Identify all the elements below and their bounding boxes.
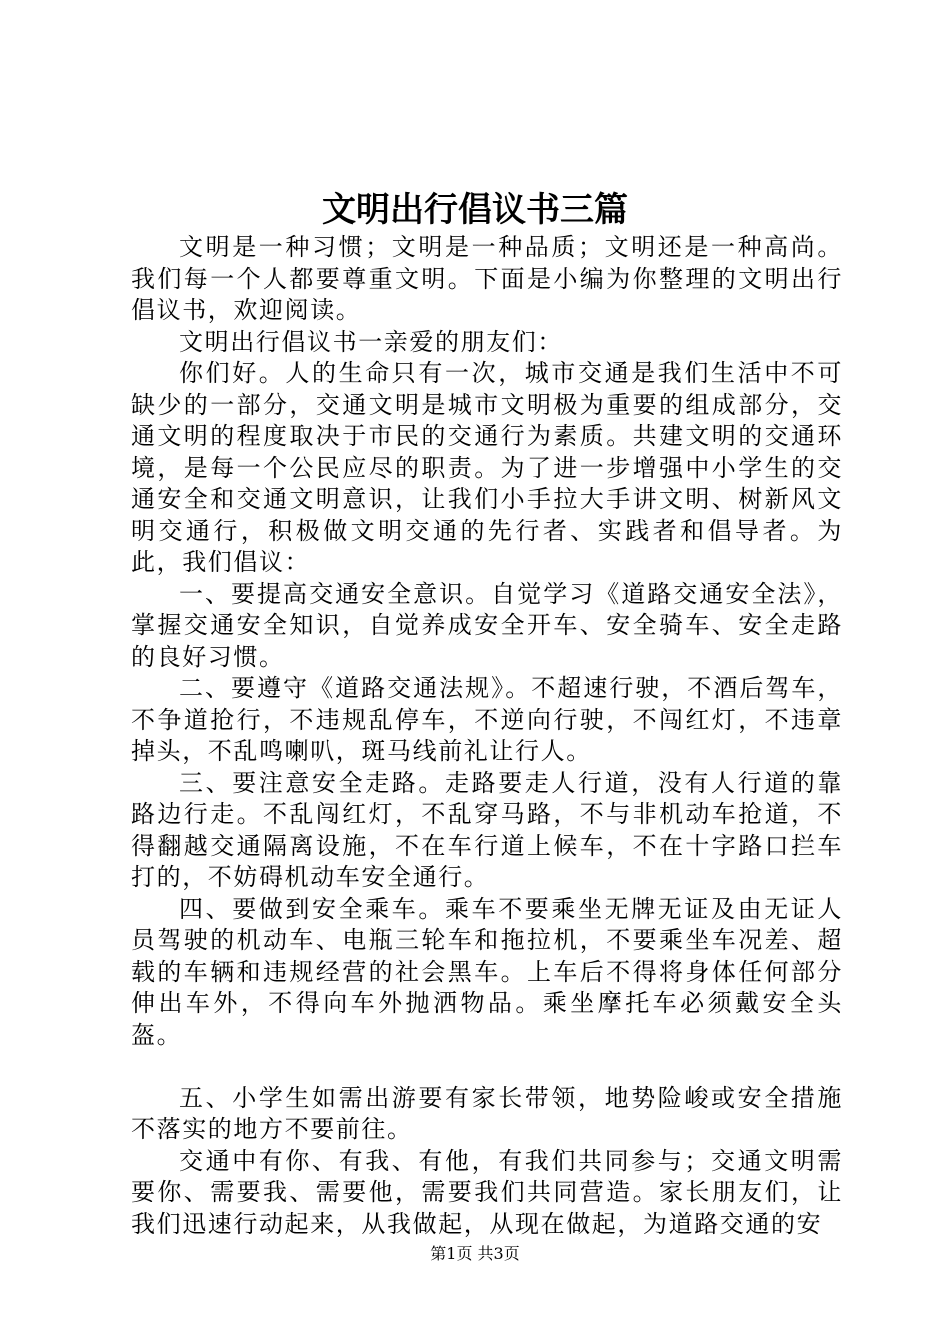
document-title: 文明出行倡议书三篇 bbox=[322, 190, 628, 230]
document-body bbox=[131, 232, 843, 1240]
paragraph-item-5: 五、小学生如需出游要有家长带领，地势险峻或安全措施不落实的地方不要前往。 bbox=[131, 1083, 843, 1143]
paragraph-closing: 交通中有你、有我、有他，有我们共同参与；交通文明需要你、需要我、需要他，需要我们共同营造。家长朋友们，让我们迅速行动起来，从我做起，从现在做起，为道路交通的安 bbox=[131, 1146, 843, 1238]
paragraph-item-4: 四、要做到安全乘车。乘车不要乘坐无牌无证及由无证人员驾驶的机动车、电瓶三轮车和拖拉机，不要乘坐车况差、超载的车辆和违规经营的社会黑车。上车后不得将身体任何部分伸出车外，不得向车外抛洒物品。乘坐摩托车必须戴安全头盔。 bbox=[131, 894, 843, 1049]
paragraph-intro: 文明是一种习惯；文明是一种品质；文明还是一种高尚。我们每一个人都要尊重文明。下面是小编为你整理的文明出行倡议书，欢迎阅读。 bbox=[131, 233, 843, 324]
paragraph-greeting: 你们好。人的生命只有一次，城市交通是我们生活中不可缺少的一部分，交通文明是城市文明极为重要的组成部分，交通文明的程度取决于市民的交通行为素质。共建文明的交通环境，是每一个公民应尽的职责。为了进一步增强中小学生的交通安全和交通文明意识，让我们小手拉大手讲文明、树新风文明交通行，积极做文明交通的先行者、实践者和倡导者。为此，我们倡议： bbox=[131, 359, 843, 576]
paragraph-item-2: 二、要遵守《道路交通法规》。不超速行驶，不酒后驾车，不争道抢行，不违规乱停车，不逆向行驶，不闯红灯，不违章掉头，不乱鸣喇叭，斑马线前礼让行人。 bbox=[131, 674, 843, 765]
paragraph-item-1: 一、要提高交通安全意识。自觉学习《道路交通安全法》，掌握交通安全知识，自觉养成安全开车、安全骑车、安全走路的良好习惯。 bbox=[131, 579, 843, 671]
paragraph-salutation: 文明出行倡议书一亲爱的朋友们： bbox=[179, 327, 563, 356]
paragraph-item-3: 三、要注意安全走路。走路要走人行道，没有人行道的靠路边行走。不乱闯红灯，不乱穿马路，不与非机动车抢道，不得翻越交通隔离设施，不在车行道上候车，不在十字路口拦车打的，不妨碍机动车安全通行。 bbox=[131, 768, 843, 891]
page-number-footer: 第1页 共3页 bbox=[430, 1244, 520, 1263]
